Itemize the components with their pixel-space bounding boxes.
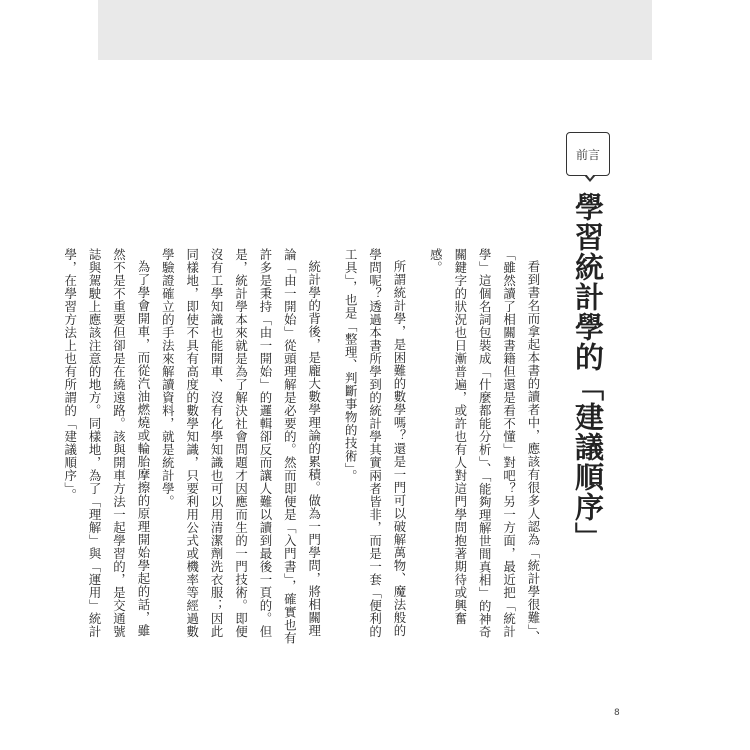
paragraph: 所謂統計學，是困難的數學嗎？還是一門可以破解萬物、魔法般的學問呢？透過本書所學到的統計學其實兩者皆非，而是一套「便利的工具」，也是「整理、判斷事物的技術」。 [343,248,407,638]
speech-tail-fill [586,174,594,179]
section-badge [566,132,610,176]
chapter-title: 學習統計學的「建議順序」 [571,192,605,552]
page-number: 8 [614,708,620,718]
paragraph: 看到書名而拿起本書的讀者中，應該有很多人認為「統計學很難」、「雖然讀了相關書籍但還是看不懂」對吧？另一方面，最近把「統計學」這個名詞包裝成「什麼都能分析」、「能夠理解世間真相」的神奇關鍵字的狀況也日漸普遍，或許也有人對這門學問抱著期待或興奮感。 [428,248,541,645]
paragraph: 為了學會開車，而從汽油燃燒或輪胎摩擦的原理開始學起的話，雖然不是不重要但卻是在繞遠路。該與開車方法一起學習的，是交通號誌與駕駛上應該注意的地方。同樣地，為了「理解」與「運用」統計學，在學習方法上也有所謂的「建議順序」。 [62,248,151,638]
paragraph: 統計學的背後，是龐大數學理論的累積。做為一門學問，將相關理論「由一開始」從頭理解是必要的。然而即便是「入門書」，確實也有許多是秉持「由一開始」的邏輯卻反而讓人難以讀到最後一頁的。但是，統計學本來就是為了解決社會問題才因應而生的一門技術。即便沒有工學知識也能開車、沒有化學知識也可以用清潔劑洗衣服；因此同樣地，即使不具有高度的數學知識，只要利用公式或機率等經過數學驗證確立的手法來解讀資料，就是統計學。 [160,248,322,645]
section-badge-label: 前言 [575,147,600,162]
body-text [62,248,545,648]
top-margin-band [98,0,652,60]
